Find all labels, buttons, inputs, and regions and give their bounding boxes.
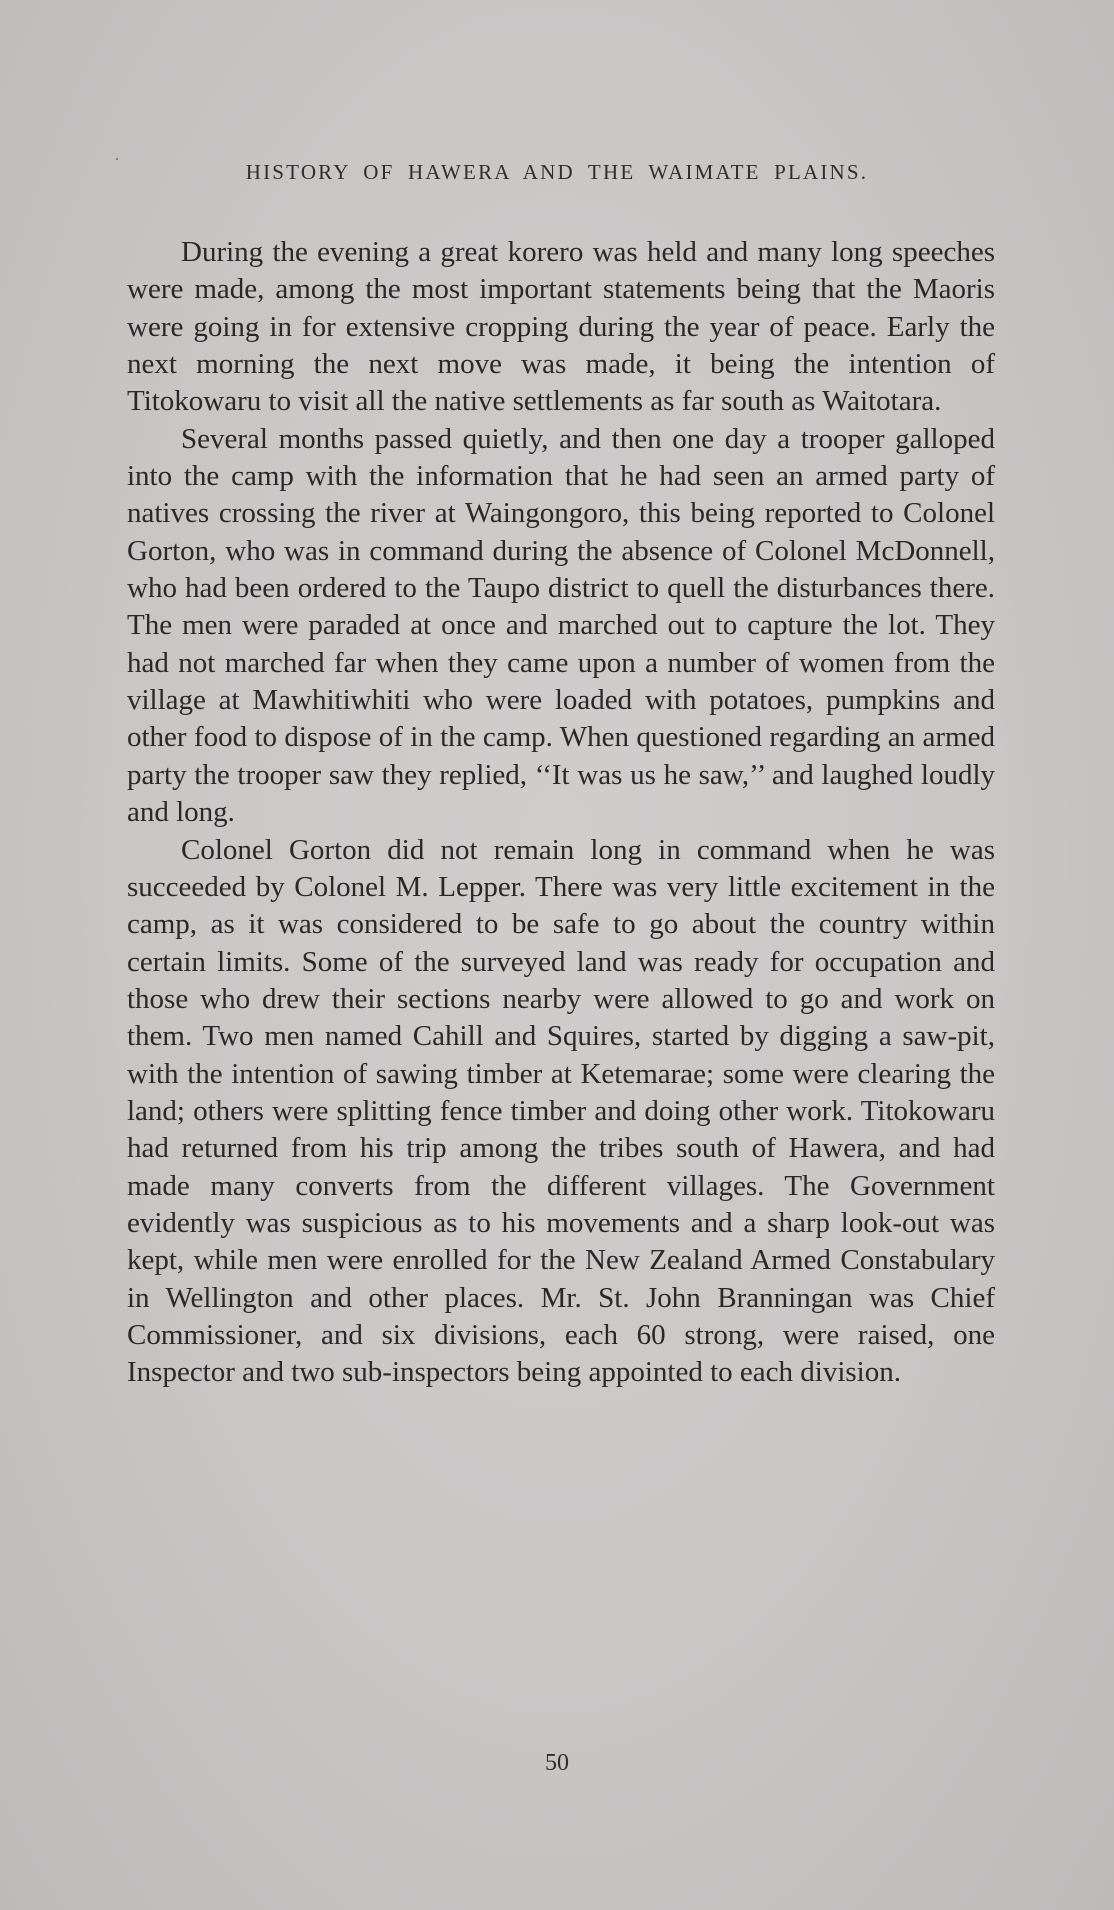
running-head-title: HISTORY OF HAWERA AND THE WAIMATE PLAINS. <box>245 160 869 184</box>
page-number: 50 <box>545 1750 569 1776</box>
paragraph-3: Colonel Gorton did not remain long in command when he was succeeded by Colonel M. Lepper. There was very little excitement in the camp, as it was considered to be safe to go about the country within certain limits. Some of the surveyed land was ready for occupation and those who drew their sections nearby were allowed to go and work on them. Two men named Cahill and Squires, started by digging a saw-pit, with the intention of sawing timber at Ketemarae; some were clearing the land; others were splitting fence timber and doing other work. Titokowaru had returned from his trip among the tribes south of Hawera, and had made many converts from the different villages. The Government evidently was suspicious as to his movements and a sharp look-out was kept, while men were enrolled for the New Zealand Armed Constabulary in Wellington and other places. Mr. St. John Branningan was Chief Commissioner, and six divisions, each 60 strong, were raised, one Inspector and two sub-inspectors being appointed to each division. <box>127 833 995 1389</box>
paragraph-2: Several months passed quietly, and then one day a trooper galloped into the camp with the information that he had seen an armed party of natives crossing the river at Waingongoro, this being reported to Colonel Gorton, who was in command during the absence of Colonel McDonnell, who had been ordered to the Taupo district to quell the disturbances there. The men were paraded at once and marched out to capture the lot. They had not marched far when they came upon a number of women from the village at Mawhitiwhiti who were loaded with potatoes, pumpkins and other food to dispose of in the camp. When questioned regarding an armed party the trooper saw they replied, ‘‘It was us he saw,’’ and laughed loudly and long. <box>127 422 995 829</box>
paragraph-1: During the evening a great korero was held and many long speeches were made, among the most important statements being that the Maoris were going in for extensive cropping during the year of peace. Early the next morning the next move was made, it being the intention of Titokowaru to visit all the native settlements as far south as Waitotara. <box>127 236 995 418</box>
body-text <box>127 234 995 1392</box>
